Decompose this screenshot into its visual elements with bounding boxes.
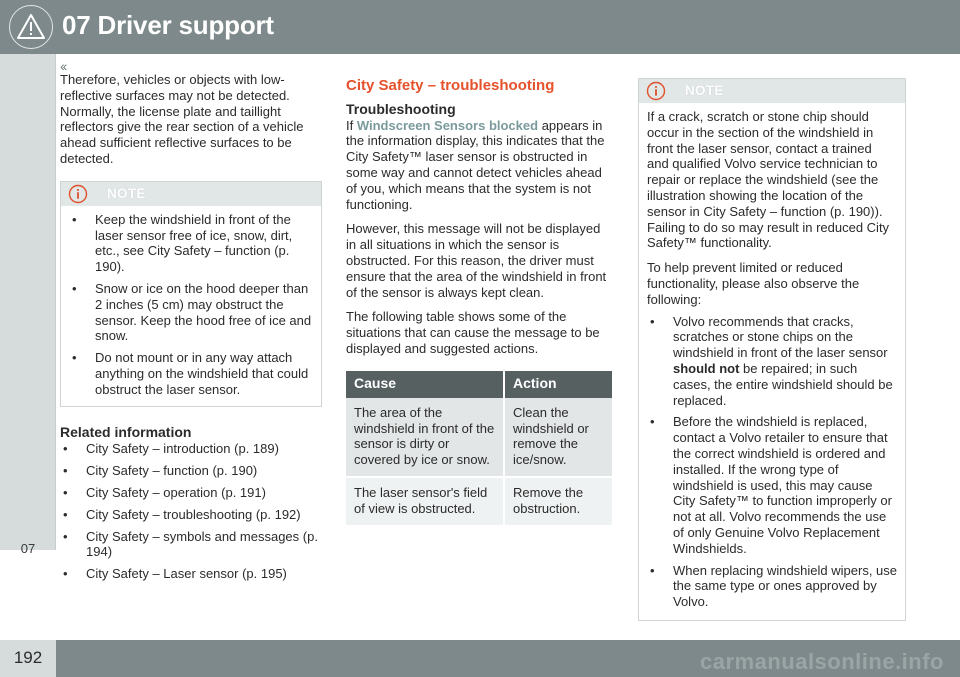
page-footer bbox=[0, 640, 960, 677]
table-row bbox=[346, 398, 612, 477]
table-cell: Remove the obstruction. bbox=[504, 477, 612, 525]
note-paragraph: To help prevent limited or reduced functionality, please also observe the following: bbox=[647, 260, 860, 307]
table-header-cause: Cause bbox=[346, 371, 504, 398]
watermark: carmanualsonline.info bbox=[700, 649, 944, 674]
related-info-list bbox=[60, 441, 322, 582]
display-message: Windscreen Sensors blocked bbox=[356, 117, 539, 133]
table-cell: Clean the windshield or remove the ice/snow. bbox=[504, 398, 612, 477]
list-item: • When replacing windshield wipers, use the same type or ones approved by Volvo. bbox=[650, 562, 898, 610]
list-item: • Do not mount or in any way attach anything on the windshield that could obstruct the laser sensor. bbox=[72, 350, 309, 397]
note-paragraph: If a crack, scratch or stone chip should occur in the section of the windshield in front the laser sensor, contact a trained and qualified Volvo service technician to repair or replace the windshield (see the illustration showing the location of the sensor in City Safety – function (p. 190)). Failing to do so may result in reduced City Safety™ functionality. bbox=[647, 109, 890, 251]
note-list bbox=[647, 314, 897, 610]
table-cell: The laser sensor's field of view is obstructed. bbox=[346, 477, 504, 525]
troubleshooting-paragraph: If Windscreen Sensors blocked appears in the information display, this indicates that the City Safety™ laser sensor is obstructed in some way and cannot detect vehicles ahead of you, which means that the system is not functioning. bbox=[346, 117, 605, 212]
note-box bbox=[638, 78, 906, 621]
related-link[interactable]: • City Safety – function (p. 190) bbox=[63, 463, 258, 479]
chapter-title: 07 Driver support bbox=[62, 10, 274, 40]
list-item: • Snow or ice on the hood deeper than 2 inches (5 cm) may obstruct the sensor. Keep the hood free of ice and snow. bbox=[72, 280, 312, 344]
list-item: • Volvo recommends that cracks, scratches or stone chips on the windshield in front of the laser sensor should not be repaired; in such cases, the entire windshield should be replaced. bbox=[650, 313, 893, 408]
previous-page-link[interactable]: ‹‹ bbox=[60, 58, 66, 74]
subsection-title: Troubleshooting bbox=[346, 100, 456, 117]
info-icon bbox=[646, 81, 666, 101]
paragraph: The following table shows some of the situations that can cause the message to be displayed and suggested actions. bbox=[346, 309, 600, 356]
paragraph: However, this message will not be displayed in all situations in which the sensor is obstructed. For this reason, the driver must ensure that the area of the windshield in front of the sensor is always kept clean. bbox=[346, 221, 607, 300]
warning-triangle-icon bbox=[9, 5, 53, 49]
footer-tab bbox=[0, 640, 56, 677]
note-header bbox=[639, 79, 905, 103]
related-link[interactable]: • City Safety – introduction (p. 189) bbox=[63, 441, 279, 457]
related-link[interactable]: • City Safety – symbols and messages (p. 194) bbox=[63, 528, 318, 560]
related-info-title: Related information bbox=[60, 423, 192, 440]
related-link[interactable]: • City Safety – operation (p. 191) bbox=[63, 484, 266, 500]
column-right bbox=[638, 78, 906, 621]
chapter-tab-label: 07 bbox=[20, 541, 36, 556]
column-middle bbox=[346, 72, 614, 525]
table-row bbox=[346, 477, 612, 525]
intro-paragraph: Therefore, vehicles or objects with low-reflective surfaces may not be detected. Normally, the license plate and taillight reflectors give the rear section of a vehicle ahead sufficient reflective surfaces to be detected. bbox=[60, 72, 304, 166]
note-title: NOTE bbox=[685, 83, 724, 98]
note-header bbox=[61, 182, 321, 206]
cause-action-table bbox=[346, 371, 612, 525]
note-box bbox=[60, 181, 322, 407]
list-item: • Keep the windshield in front of the laser sensor free of ice, snow, dirt, etc., see City Safety – function (p. 190). bbox=[72, 211, 293, 275]
page-number: 192 bbox=[13, 648, 43, 667]
chapter-header bbox=[0, 0, 960, 54]
related-link[interactable]: • City Safety – troubleshooting (p. 192) bbox=[63, 506, 301, 522]
list-item: • Before the windshield is replaced, contact a Volvo retailer to ensure that the correct windshield is ordered and installed. If the wrong type of windshield is used, this may cause City Safety™ to function improperly or not at all. Volvo recommends the use of only Genuine Volvo Replacement Windshields. bbox=[650, 414, 892, 556]
related-link[interactable]: • City Safety – Laser sensor (p. 195) bbox=[63, 566, 287, 582]
table-cell: The area of the windshield in front of the sensor is dirty or covered by ice or snow. bbox=[346, 398, 504, 477]
chapter-side-tab[interactable] bbox=[0, 54, 56, 556]
table-header-action: Action bbox=[504, 371, 612, 398]
section-title: City Safety – troubleshooting bbox=[346, 77, 555, 94]
info-icon bbox=[68, 184, 88, 204]
note-list bbox=[69, 212, 313, 398]
column-left bbox=[60, 72, 322, 588]
note-title: NOTE bbox=[107, 185, 146, 201]
